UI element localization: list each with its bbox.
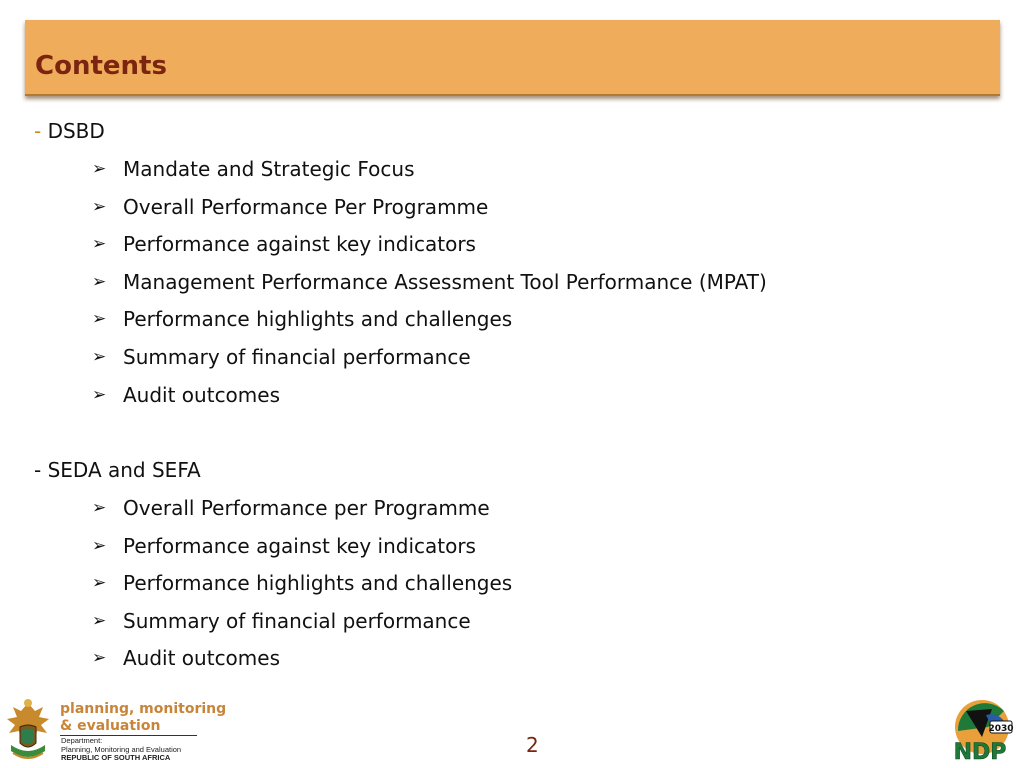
list-item-label: Audit outcomes <box>123 646 281 671</box>
arrow-bullet-icon: ➢ <box>92 384 107 405</box>
section-heading-seda-sefa <box>34 458 201 482</box>
list-item-label: Management Performance Assessment Tool Performance (MPAT) <box>123 269 767 294</box>
dept-line-3: REPUBLIC OF SOUTH AFRICA <box>61 753 171 762</box>
arrow-bullet-icon: ➢ <box>92 309 107 330</box>
ndp-2030-logo-icon <box>946 697 1016 763</box>
list-item-label: Performance highlights and challenges <box>123 307 513 332</box>
arrow-bullet-icon: ➢ <box>92 196 107 217</box>
list-item-label: Summary of financial performance <box>123 344 471 369</box>
arrow-bullet-icon: ➢ <box>92 648 107 669</box>
arrow-bullet-icon: ➢ <box>92 159 107 179</box>
section-heading-dsbd <box>34 119 105 143</box>
dept-line-2: Planning, Monitoring and Evaluation <box>61 744 182 754</box>
logo-line-1: planning, monitoring <box>60 701 227 717</box>
section-dash: - <box>34 458 42 482</box>
list-item-label: Overall Performance Per Programme <box>123 194 489 219</box>
section-heading-label: SEDA and SEFA <box>47 458 201 482</box>
dept-line-1: Department: <box>61 736 103 745</box>
list-item-label: Overall Performance per Programme <box>123 496 490 520</box>
dpme-logo <box>3 697 227 765</box>
logo-line-2: & evaluation <box>60 718 161 734</box>
list-item-label: Mandate and Strategic Focus <box>123 157 415 181</box>
arrow-bullet-icon: ➢ <box>92 610 107 631</box>
coat-of-arms-icon <box>3 697 53 765</box>
section-heading-label: DSBD <box>47 119 105 143</box>
list-item-label: Performance highlights and challenges <box>123 571 513 596</box>
page-number: 2 <box>526 733 539 757</box>
ndp-year: 2030 <box>988 724 1014 734</box>
arrow-bullet-icon: ➢ <box>92 535 107 556</box>
arrow-bullet-icon: ➢ <box>92 271 107 292</box>
arrow-bullet-icon: ➢ <box>92 498 107 518</box>
section-dash: - <box>34 119 42 143</box>
list-item-label: Performance against key indicators <box>123 533 476 558</box>
list-item-label: Audit outcomes <box>123 382 281 407</box>
ndp-text: NDP <box>953 740 1007 763</box>
department-text <box>61 737 181 763</box>
slide-title: Contents <box>35 51 167 81</box>
arrow-bullet-icon: ➢ <box>92 234 107 255</box>
list-item-label: Summary of financial performance <box>123 608 471 633</box>
list-item-label: Performance against key indicators <box>123 232 476 257</box>
logo-wordmark <box>60 701 226 735</box>
arrow-bullet-icon: ➢ <box>92 573 107 594</box>
arrow-bullet-icon: ➢ <box>92 346 107 367</box>
title-bar <box>25 20 1000 96</box>
